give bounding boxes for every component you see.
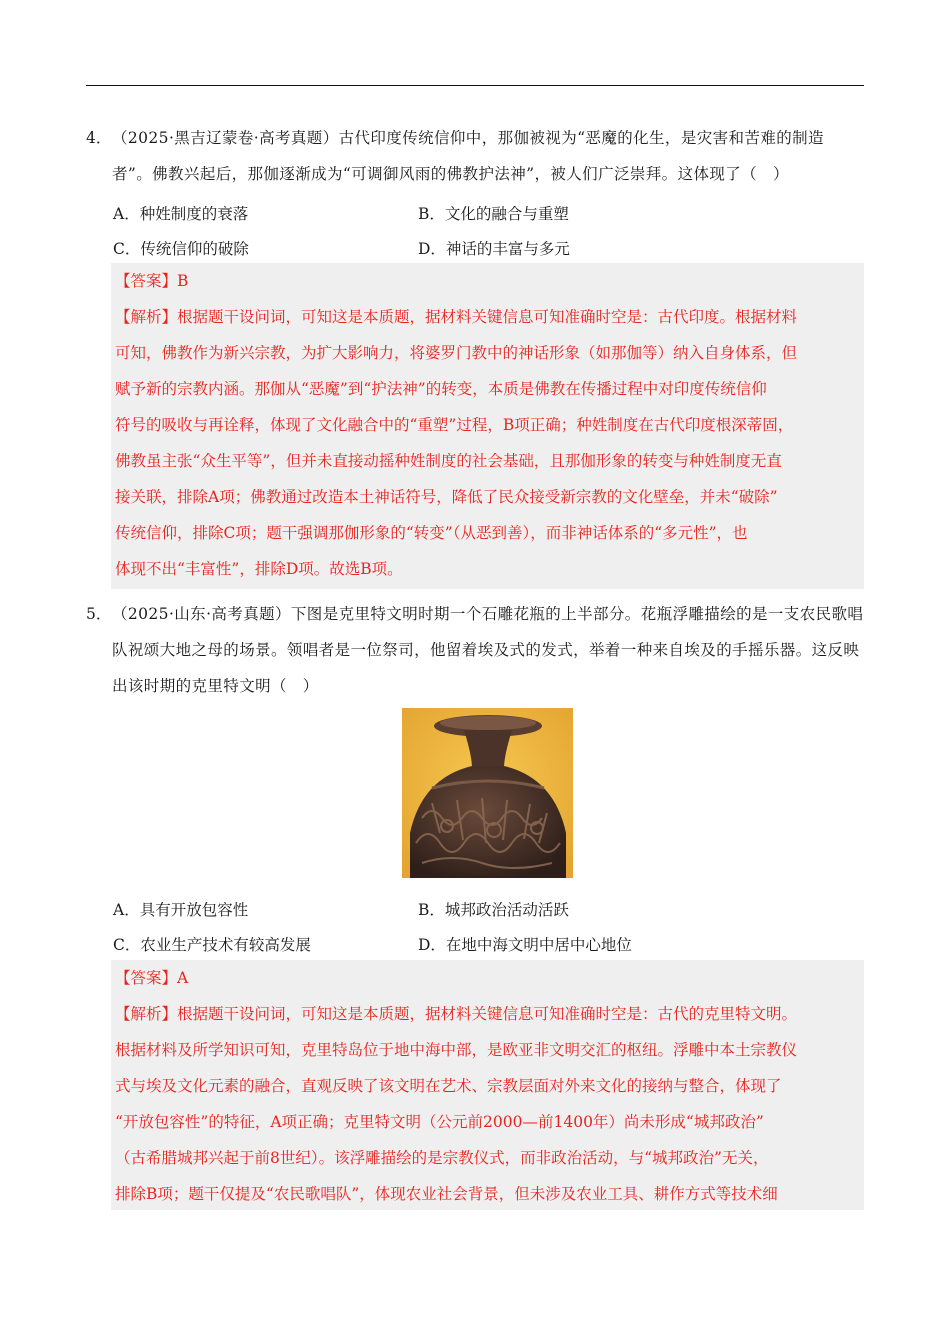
question-stem: （2025·黑吉辽蒙卷·高考真题）古代印度传统信仰中，那伽被视为“恶魔的化生，是灾害和苦难的制造者”。佛教兴起后，那伽逐渐成为“可调御风雨的佛教护法神”，被人们广泛崇拜。这体现了（ ） xyxy=(112,129,824,183)
answer-block-5 xyxy=(111,960,864,1210)
analysis-line: 符号的吸收与再诠释，体现了文化融合中的“重塑”过程，B项正确；种姓制度在古代印度根深蒂固， xyxy=(115,416,794,434)
analysis-line: 根据材料及所学知识可知，克里特岛位于地中海中部，是欧亚非文明交汇的枢纽。浮雕中本土宗教仪 xyxy=(115,1041,798,1059)
question-5 xyxy=(86,596,864,704)
option-a: A．种姓制度的衰落 xyxy=(113,205,249,223)
question-4 xyxy=(86,120,864,192)
question-number: 4． xyxy=(86,129,112,147)
option-d: D．神话的丰富与多元 xyxy=(418,240,570,258)
option-a: A．具有开放包容性 xyxy=(113,901,249,919)
answer-label: 【答案】B xyxy=(115,272,189,290)
analysis-line: 赋予新的宗教内涵。那伽从“恶魔”到“护法神”的转变，本质是佛教在传播过程中对印度传统信仰 xyxy=(115,380,767,398)
analysis-line: （古希腊城邦兴起于前8世纪）。该浮雕描绘的是宗教仪式，而非政治活动，与“城邦政治”无关， xyxy=(115,1149,769,1167)
answer-label: 【答案】A xyxy=(115,969,189,987)
question-number: 5． xyxy=(86,605,112,623)
question-stem: （2025·山东·高考真题）下图是克里特文明时期一个石雕花瓶的上半部分。花瓶浮雕描绘的是一支农民歌唱队祝颂大地之母的场景。领唱者是一位祭司，他留着埃及式的发式，举着一种来自埃及的手摇乐器。这反映出该时期的克里特文明（ ） xyxy=(112,605,864,695)
analysis-line: 式与埃及文化元素的融合，直观反映了该文明在艺术、宗教层面对外来文化的接纳与整合，体现了 xyxy=(115,1077,782,1095)
analysis-line: 可知，佛教作为新兴宗教，为扩大影响力，将婆罗门教中的神话形象（如那伽等）纳入自身体系，但 xyxy=(115,344,798,362)
analysis-line: 接关联，排除A项；佛教通过改造本土神话符号，降低了民众接受新宗教的文化壁垒，并未“破除” xyxy=(115,488,778,506)
analysis-line: 排除B项；题干仅提及“农民歌唱队”，体现农业社会背景，但未涉及农业工具、耕作方式等技术细 xyxy=(115,1185,778,1203)
analysis-line: 体现不出“丰富性”，排除D项。故选B项。 xyxy=(115,560,403,578)
option-c: C．农业生产技术有较高发展 xyxy=(113,936,311,954)
option-c: C．传统信仰的破除 xyxy=(113,240,249,258)
answer-block-4 xyxy=(111,263,864,589)
header-rule xyxy=(86,85,864,86)
analysis-line: 佛教虽主张“众生平等”，但并未直接动摇种姓制度的社会基础，且那伽形象的转变与种姓制度无直 xyxy=(115,452,782,470)
analysis-line: 【解析】根据题干设问词，可知这是本质题，据材料关键信息可知准确时空是：古代的克里特文明。 xyxy=(115,1005,798,1023)
option-d: D．在地中海文明中居中心地位 xyxy=(418,936,632,954)
analysis-line: 【解析】根据题干设问词，可知这是本质题，据材料关键信息可知准确时空是：古代印度。根据材料 xyxy=(115,308,798,326)
option-b: B．文化的融合与重塑 xyxy=(418,205,569,223)
stone-vase-image xyxy=(402,708,573,878)
option-b: B．城邦政治活动活跃 xyxy=(418,901,569,919)
analysis-line: 传统信仰，排除C项；题干强调那伽形象的“转变”（从恶到善），而非神话体系的“多元性”，也 xyxy=(115,524,748,542)
analysis-line: “开放包容性”的特征，A项正确；克里特文明（公元前2000—前1400年）尚未形成“城邦政治” xyxy=(115,1113,764,1131)
